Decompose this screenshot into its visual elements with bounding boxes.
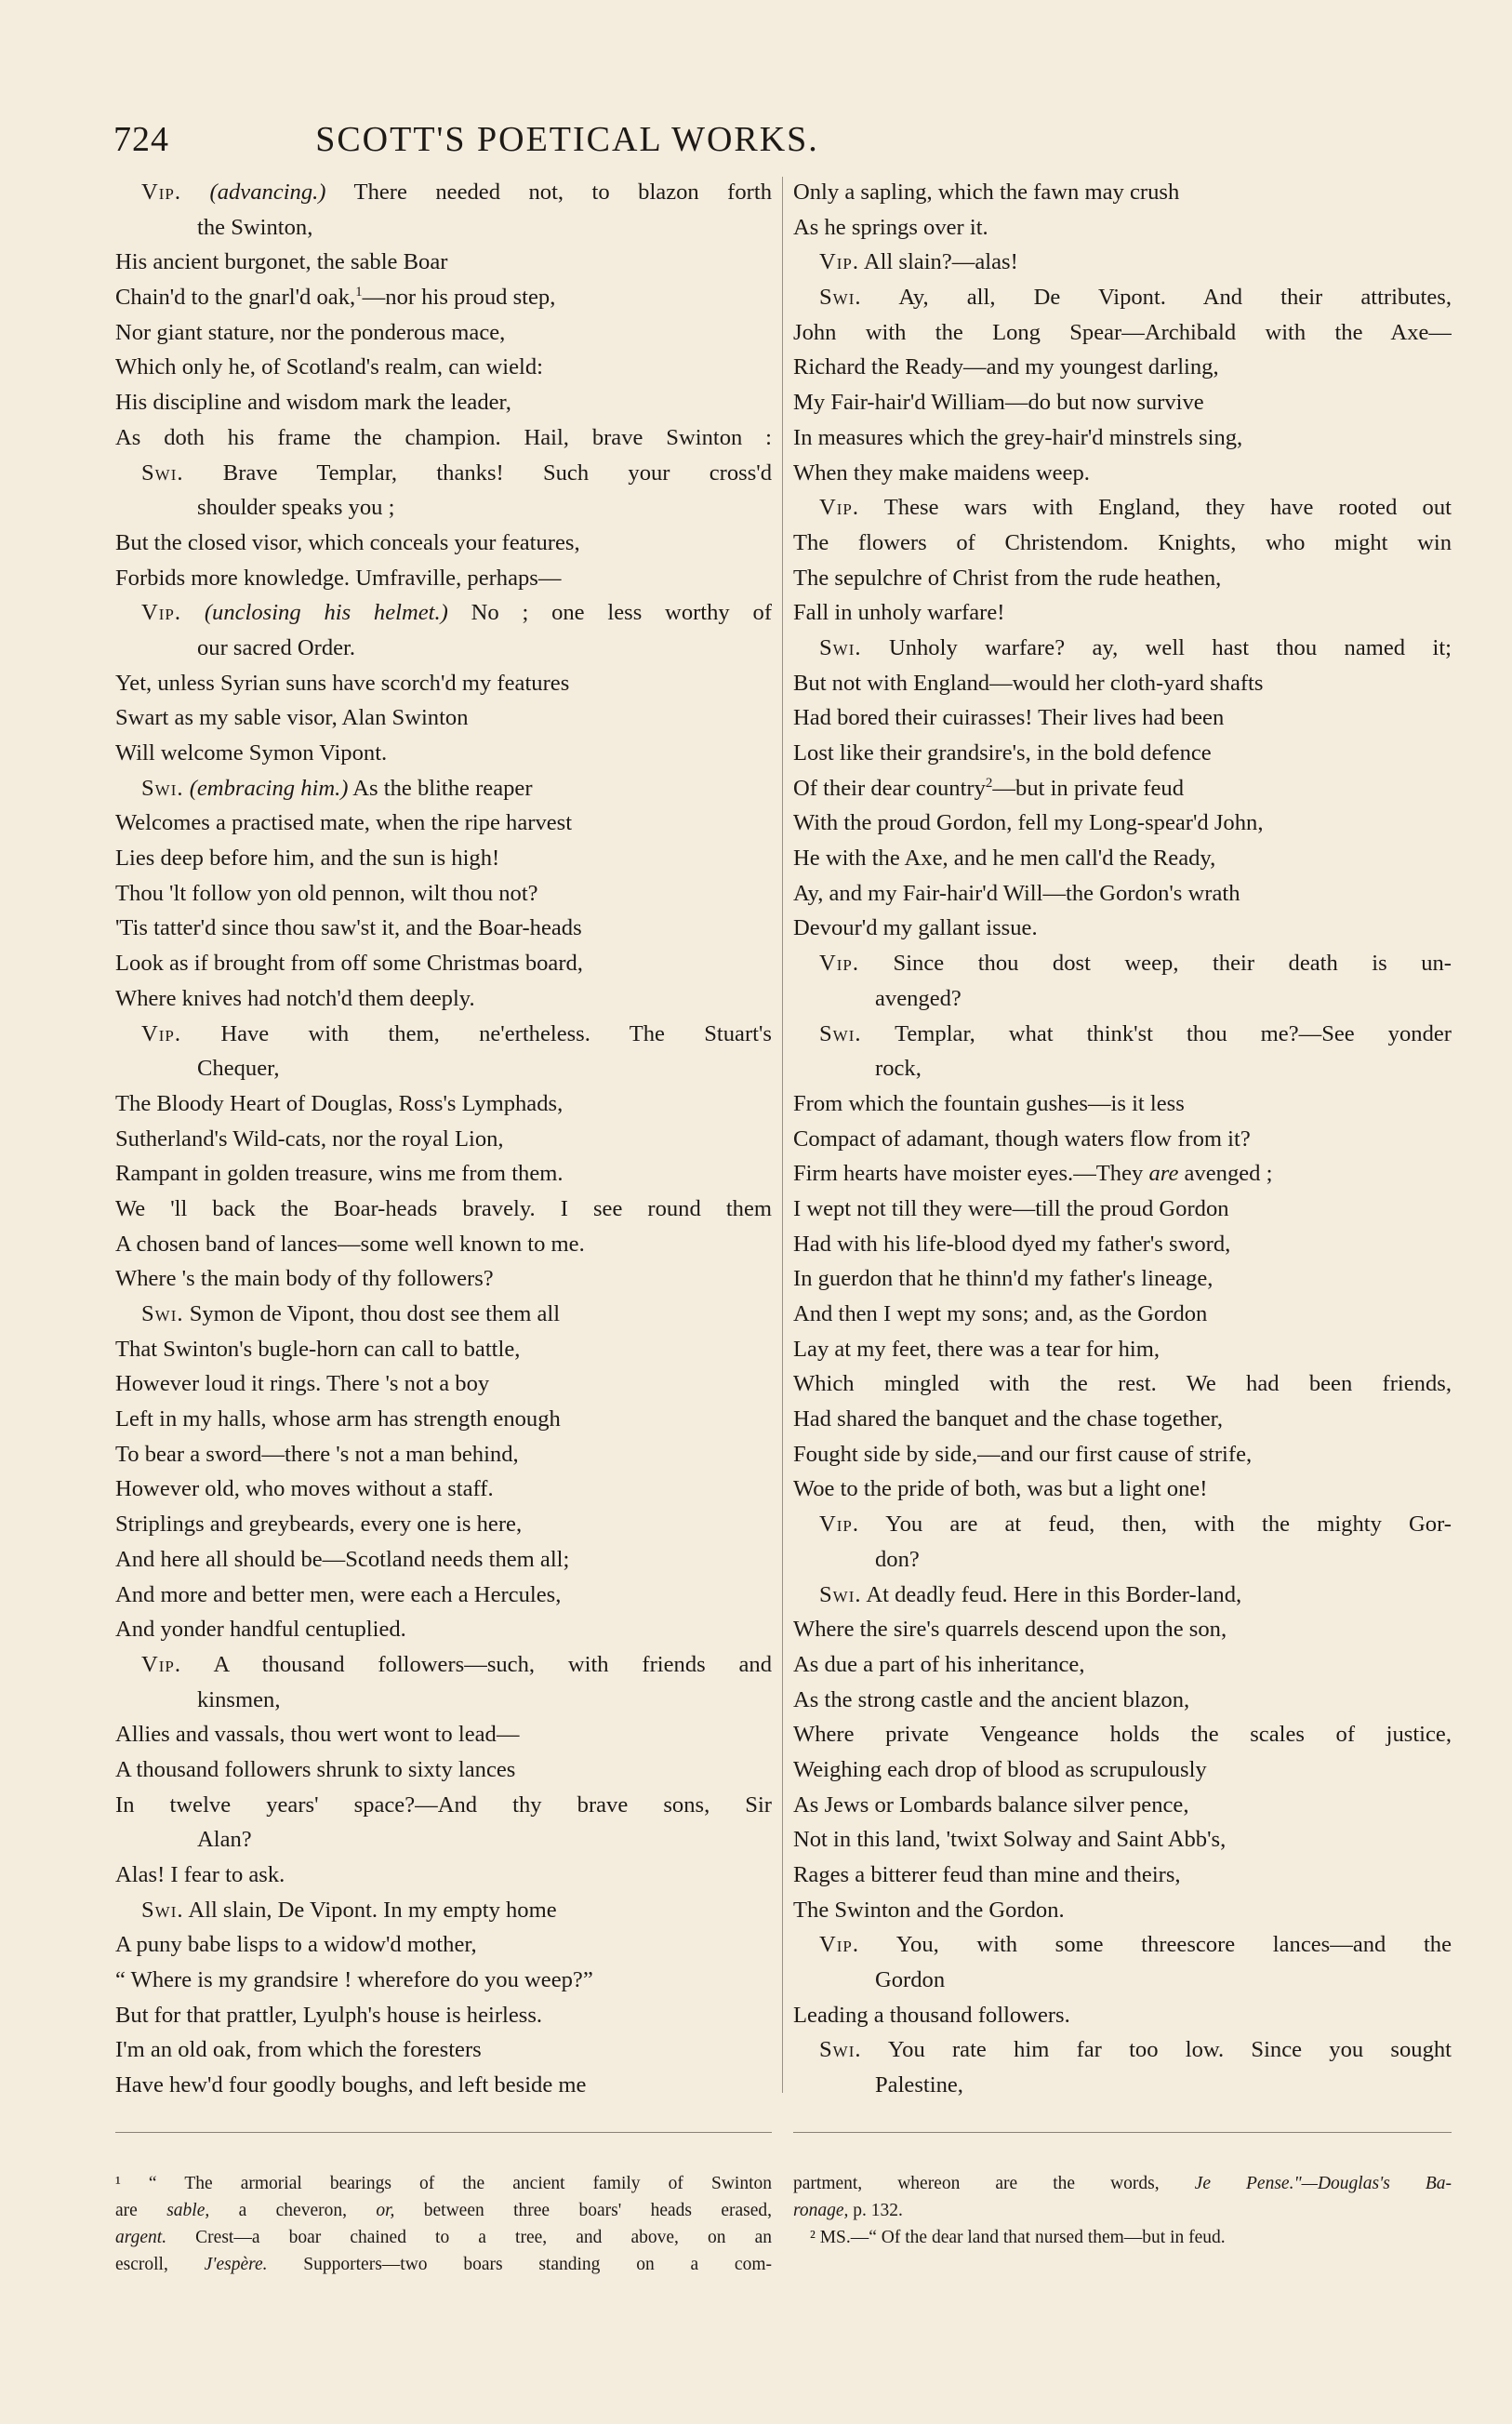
verse-line	[793, 1963, 1452, 1998]
verse-line	[115, 561, 772, 596]
footnote-line	[115, 2251, 772, 2278]
column-divider	[782, 177, 783, 2093]
footnote-text: Crest—a boar chained to a tree, and above, on an	[195, 2228, 772, 2247]
verse-line	[115, 2032, 772, 2068]
line-text: Only a sapling, which the fawn may crush	[793, 180, 1180, 205]
line-text: All slain, De Vipont. In my empty home	[188, 1897, 557, 1923]
line-text: His discipline and wisdom mark the leader,	[115, 390, 511, 416]
line-text: “ Where is my grandsire ! wherefore do you weep?”	[115, 1967, 593, 1993]
italic-text: are	[1148, 1161, 1179, 1187]
verse-line	[115, 420, 772, 456]
speaker-name: Vip.	[819, 1932, 860, 1958]
verse-line	[793, 736, 1452, 771]
line-text: In twelve years' space?—And thy brave sons, Sir	[115, 1791, 772, 1818]
verse-line	[793, 1297, 1452, 1332]
line-text: As doth his frame the champion. Hail, brave Swinton :	[115, 424, 772, 450]
line-text: The flowers of Christendom. Knights, who might win	[793, 529, 1452, 555]
line-text: A thousand followers shrunk to sixty lances	[115, 1756, 516, 1782]
line-text: Weighing each drop of blood as scrupulously	[793, 1756, 1207, 1782]
speaker-name: Vip.	[819, 951, 860, 977]
verse-line	[115, 490, 772, 526]
verse-line	[793, 175, 1452, 210]
line-text: But the closed visor, which conceals your features,	[115, 529, 580, 555]
speaker-name: Swi.	[819, 2037, 862, 2063]
line-text: A puny babe lisps to a widow'd mother,	[115, 1932, 477, 1958]
verse-line	[793, 1472, 1452, 1507]
line-text: Alas! I fear to ask.	[115, 1862, 285, 1887]
verse-line	[115, 1542, 772, 1578]
page-header	[113, 119, 1021, 166]
speaker-name: Swi.	[141, 1897, 184, 1923]
line-text: Nor giant stature, nor the ponderous mace,	[115, 319, 506, 345]
line-text: In guerdon that he thinn'd my father's lineage,	[793, 1266, 1214, 1292]
line-text: I'm an old oak, from which the foresters	[115, 2037, 482, 2063]
verse-line	[115, 700, 772, 736]
line-text: Compact of adamant, though waters flow from it?	[793, 1125, 1251, 1152]
verse-line	[115, 1227, 772, 1262]
line-text: As he springs over it.	[793, 214, 988, 240]
speech-line	[793, 490, 1452, 526]
line-text: the Swinton,	[197, 214, 313, 240]
footnote-text: ² MS.—“ Of the dear land that nursed them—but in feud.	[810, 2228, 1226, 2247]
line-text: He with the Axe, and he men call'd the Ready,	[793, 846, 1216, 872]
speech-line	[115, 456, 772, 491]
verse-line	[115, 1366, 772, 1402]
line-text: Lost like their grandsire's, in the bold defence	[793, 740, 1212, 766]
line-text: Alan?	[197, 1827, 252, 1853]
verse-line	[793, 1402, 1452, 1437]
line-text: Which mingled with the rest. We had been friends,	[793, 1371, 1452, 1397]
verse-line	[793, 1822, 1452, 1858]
speech-line	[115, 1297, 772, 1332]
verse-line	[115, 1717, 772, 1752]
line-text: His ancient burgonet, the sable Boar	[115, 249, 448, 275]
verse-line	[115, 385, 772, 420]
footnote-marker: 2	[985, 775, 993, 791]
line-text: My Fair-hair'd William—do but now survive	[793, 390, 1204, 416]
line-text: However old, who moves without a staff.	[115, 1476, 494, 1502]
verse-line	[793, 771, 1452, 806]
line-text: Had shared the banquet and the chase together,	[793, 1406, 1224, 1432]
line-text: To bear a sword—there 's not a man behind,	[115, 1441, 519, 1467]
footnote-line	[793, 2170, 1452, 2197]
verse-line	[793, 1858, 1452, 1893]
line-text: Lies deep before him, and the sun is high!	[115, 846, 500, 872]
line-text: As due a part of his inheritance,	[793, 1651, 1085, 1677]
line-text: That Swinton's bugle-horn can call to battle,	[115, 1336, 521, 1362]
verse-line	[793, 456, 1452, 491]
line-text: Will welcome Symon Vipont.	[115, 740, 388, 766]
verse-line	[793, 1717, 1452, 1752]
speech-line	[793, 946, 1452, 981]
verse-line	[115, 1963, 772, 1998]
footnote-rule-right	[793, 2132, 1452, 2133]
verse-line	[115, 1858, 772, 1893]
verse-line	[793, 210, 1452, 246]
footnote-marker: 1	[355, 284, 363, 300]
verse-line	[793, 526, 1452, 561]
line-text: Have hew'd four goodly boughs, and left beside me	[115, 2072, 587, 2098]
line-text: Lay at my feet, there was a tear for him,	[793, 1336, 1161, 1362]
verse-line	[793, 1542, 1452, 1578]
verse-line	[793, 981, 1452, 1017]
line-text: Where private Vengeance holds the scales of justice,	[793, 1722, 1452, 1748]
line-text: Left in my halls, whose arm has strength enough	[115, 1406, 561, 1432]
speech-line	[793, 1507, 1452, 1542]
speaker-name: Swi.	[819, 1581, 862, 1607]
line-text: In measures which the grey-hair'd minstrels sing,	[793, 424, 1243, 450]
line-text: As the blithe reaper	[352, 775, 533, 801]
verse-line	[793, 1366, 1452, 1402]
verse-line	[793, 2068, 1452, 2103]
right-column	[793, 175, 1452, 2103]
line-text: don?	[875, 1546, 920, 1572]
line-text: avenged ;	[1184, 1161, 1273, 1187]
line-text: Yet, unless Syrian suns have scorch'd my features	[115, 670, 570, 696]
line-text: Since thou dost weep, their death is un-	[893, 951, 1452, 977]
line-text: Chequer,	[197, 1056, 280, 1082]
verse-line	[115, 315, 772, 351]
footnote-text: between three boars' heads erased,	[423, 2201, 772, 2220]
line-text: Ay, all, De Vipont. And their attributes,	[898, 285, 1452, 311]
speaker-name: Swi.	[141, 775, 184, 801]
footnote-text: a cheveron,	[238, 2201, 347, 2220]
line-text: Leading a thousand followers.	[793, 2002, 1070, 2028]
verse-line	[115, 1507, 772, 1542]
verse-line	[793, 420, 1452, 456]
speech-line	[115, 175, 772, 210]
verse-line	[115, 350, 772, 385]
footnote-line	[793, 2224, 1452, 2251]
line-text: Striplings and greybeards, every one is here,	[115, 1512, 523, 1538]
footnote-text: Supporters—two boars standing on a com-	[303, 2255, 772, 2274]
footnote-text: ¹ “ The armorial bearings of the ancient family of Swinton	[115, 2174, 772, 2193]
line-text: Thou 'lt follow yon old pennon, wilt thou not?	[115, 880, 538, 906]
line-text: I wept not till they were—till the proud Gordon	[793, 1195, 1229, 1221]
line-text: With the proud Gordon, fell my Long-spear'd John,	[793, 810, 1264, 836]
line-text: Fall in unholy warfare!	[793, 600, 1005, 626]
verse-line	[793, 700, 1452, 736]
line-text: The sepulchre of Christ from the rude heathen,	[793, 565, 1222, 591]
line-text: Unholy warfare? ay, well hast thou named it;	[888, 634, 1452, 660]
line-text: Swart as my sable visor, Alan Swinton	[115, 705, 469, 731]
line-text: The Bloody Heart of Douglas, Ross's Lymphads,	[115, 1090, 564, 1116]
line-text: As Jews or Lombards balance silver pence,	[793, 1791, 1189, 1818]
verse-line	[115, 631, 772, 666]
footnote-rule-left	[115, 2132, 772, 2133]
line-text: Not in this land, 'twixt Solway and Saint Abb's,	[793, 1827, 1227, 1853]
footnote-text: partment, whereon are the words,	[793, 2174, 1160, 2193]
speaker-name: Vip.	[141, 1020, 182, 1046]
verse-line	[115, 1927, 772, 1963]
footnote-line	[115, 2170, 772, 2197]
line-text: No ; one less worthy of	[471, 600, 772, 626]
verse-line	[115, 1683, 772, 1718]
footnote-text: escroll,	[115, 2255, 168, 2274]
speech-line	[115, 1893, 772, 1928]
line-text: From which the fountain gushes—is it less	[793, 1090, 1185, 1116]
line-text: You, with some threescore lances—and the	[895, 1932, 1452, 1958]
line-text: Look as if brought from off some Christmas board,	[115, 951, 583, 977]
line-text: But for that prattler, Lyulph's house is heirless.	[115, 2002, 543, 2028]
verse-line	[793, 876, 1452, 912]
line-text: And here all should be—Scotland needs them all;	[115, 1546, 570, 1572]
speaker-name: Swi.	[141, 1301, 184, 1326]
footnote-italic: ronage,	[793, 2201, 849, 2220]
speech-line	[793, 1578, 1452, 1613]
line-text: Ay, and my Fair-hair'd Will—the Gordon's wrath	[793, 880, 1240, 906]
line-text: John with the Long Spear—Archibald with the Axe—	[793, 319, 1452, 345]
speaker-name: Swi.	[819, 1020, 862, 1046]
verse-line	[793, 561, 1452, 596]
verse-line	[793, 1086, 1452, 1122]
stage-direction: (embracing him.)	[189, 775, 349, 801]
verse-line	[115, 736, 772, 771]
line-text: Had bored their cuirasses! Their lives had been	[793, 705, 1225, 731]
line-text: avenged?	[875, 985, 962, 1011]
verse-line	[115, 911, 772, 946]
verse-line	[115, 526, 772, 561]
line-text: You rate him far too low. Since you sought	[887, 2037, 1452, 2063]
line-text: However loud it rings. There 's not a boy	[115, 1371, 490, 1397]
footnote-italic: or,	[376, 2201, 395, 2220]
verse-line	[115, 1122, 772, 1157]
line-text: But not with England—would her cloth-yard shafts	[793, 670, 1264, 696]
line-text: Woe to the pride of both, was but a light one!	[793, 1476, 1208, 1502]
verse-line	[115, 1472, 772, 1507]
line-text: Symon de Vipont, thou dost see them all	[189, 1301, 561, 1326]
speech-line	[793, 245, 1452, 280]
line-text: Where the sire's quarrels descend upon the son,	[793, 1617, 1227, 1643]
line-text: You are at feud, then, with the mighty Gor-	[885, 1512, 1452, 1538]
line-text: A chosen band of lances—some well known to me.	[115, 1231, 585, 1257]
verse-line	[115, 210, 772, 246]
line-text: And more and better men, were each a Hercules,	[115, 1581, 562, 1607]
speaker-name: Vip.	[141, 1651, 182, 1677]
line-text: our sacred Order.	[197, 634, 356, 660]
line-text: Firm hearts have moister eyes.—They	[793, 1161, 1144, 1187]
line-text: Have with them, ne'ertheless. The Stuart's	[220, 1020, 772, 1046]
verse-line	[793, 385, 1452, 420]
speaker-name: Swi.	[819, 285, 862, 311]
speech-line	[793, 631, 1452, 666]
verse-line	[115, 1402, 772, 1437]
line-text: Gordon	[875, 1967, 946, 1993]
verse-line	[115, 1612, 772, 1647]
line-text: Chain'd to the gnarl'd oak,	[115, 285, 356, 311]
line-text: Where 's the main body of thy followers?	[115, 1266, 494, 1292]
speech-line	[793, 280, 1452, 315]
verse-line	[115, 806, 772, 841]
verse-line	[115, 1437, 772, 1472]
verse-line	[793, 1122, 1452, 1157]
line-text: —nor his proud step,	[362, 285, 556, 311]
verse-line	[115, 1752, 772, 1788]
line-text: Forbids more knowledge. Umfraville, perhaps—	[115, 565, 562, 591]
line-text: Sutherland's Wild-cats, nor the royal Lion,	[115, 1125, 504, 1152]
speech-line	[115, 771, 772, 806]
verse-line	[793, 1788, 1452, 1823]
line-text: We 'll back the Boar-heads bravely. I see round them	[115, 1195, 772, 1221]
verse-line	[793, 595, 1452, 631]
line-text: As the strong castle and the ancient blazon,	[793, 1686, 1190, 1712]
footnote-line	[115, 2197, 772, 2224]
speech-line	[115, 1647, 772, 1683]
verse-line	[115, 1998, 772, 2033]
verse-line	[793, 1051, 1452, 1086]
line-text: rock,	[875, 1056, 922, 1082]
verse-line	[115, 1261, 772, 1297]
line-text: Palestine,	[875, 2072, 963, 2098]
line-text: A thousand followers—such, with friends and	[213, 1651, 772, 1677]
line-text: Fought side by side,—and our first cause of strife,	[793, 1441, 1253, 1467]
speech-line	[793, 1927, 1452, 1963]
speaker-name: Vip.	[141, 180, 182, 205]
verse-line	[115, 1156, 772, 1192]
verse-line	[793, 1261, 1452, 1297]
verse-line	[793, 315, 1452, 351]
verse-line	[793, 666, 1452, 701]
line-text: Devour'd my gallant issue.	[793, 915, 1038, 941]
verse-line	[115, 1086, 772, 1122]
verse-line	[115, 1788, 772, 1823]
speaker-name: Vip.	[819, 495, 860, 521]
footnotes-right	[793, 2170, 1452, 2251]
footnote-italic: sable,	[166, 2201, 210, 2220]
footnote-italic: argent.	[115, 2228, 167, 2247]
speaker-name: Vip.	[819, 1512, 860, 1538]
verse-line	[793, 1156, 1452, 1192]
speaker-name: Swi.	[819, 634, 862, 660]
line-text: Had with his life-blood dyed my father's sword,	[793, 1231, 1231, 1257]
verse-line	[793, 1893, 1452, 1928]
verse-line	[115, 1051, 772, 1086]
verse-line	[115, 666, 772, 701]
line-text: Allies and vassals, thou wert wont to lead—	[115, 1722, 520, 1748]
verse-line	[793, 1647, 1452, 1683]
line-text: Templar, what think'st thou me?—See yonder	[895, 1020, 1452, 1046]
verse-line	[115, 1332, 772, 1367]
left-column	[115, 175, 772, 2103]
speech-line	[115, 1017, 772, 1052]
page-number: 724	[113, 120, 169, 159]
line-text: When they make maidens weep.	[793, 459, 1090, 486]
verse-line	[115, 280, 772, 315]
verse-line	[115, 981, 772, 1017]
line-text: Of their dear country	[793, 775, 986, 801]
verse-line	[793, 1683, 1452, 1718]
footnotes-left	[115, 2170, 772, 2278]
line-text: At deadly feud. Here in this Border-land,	[866, 1581, 1242, 1607]
line-text: The Swinton and the Gordon.	[793, 1897, 1065, 1923]
verse-line	[115, 1578, 772, 1613]
verse-line	[793, 1998, 1452, 2033]
speech-line	[115, 595, 772, 631]
line-text: Which only he, of Scotland's realm, can wield:	[115, 354, 543, 380]
speech-line	[793, 1017, 1452, 1052]
verse-line	[115, 1192, 772, 1227]
footnote-text: p. 132.	[853, 2201, 903, 2220]
verse-line	[115, 2068, 772, 2103]
verse-line	[793, 1612, 1452, 1647]
stage-direction: (advancing.)	[209, 180, 326, 205]
line-text: Richard the Ready—and my youngest darling,	[793, 354, 1219, 380]
verse-line	[793, 350, 1452, 385]
line-text: —but in private feud	[992, 775, 1184, 801]
verse-line	[793, 911, 1452, 946]
speaker-name: Vip.	[819, 249, 860, 275]
line-text: These wars with England, they have rooted out	[883, 495, 1452, 521]
footnote-italic: J'espère.	[204, 2255, 268, 2274]
verse-line	[115, 1822, 772, 1858]
line-text: shoulder speaks you ;	[197, 495, 395, 521]
speech-line	[793, 2032, 1452, 2068]
footnote-line	[793, 2197, 1452, 2224]
verse-line	[115, 876, 772, 912]
verse-line	[793, 1192, 1452, 1227]
line-text: Rages a bitterer feud than mine and theirs,	[793, 1862, 1181, 1887]
line-text: And then I wept my sons; and, as the Gordon	[793, 1301, 1208, 1326]
footnote-line	[115, 2224, 772, 2251]
speaker-name: Vip.	[141, 600, 182, 626]
verse-line	[115, 841, 772, 876]
line-text: 'Tis tatter'd since thou saw'st it, and the Boar-heads	[115, 915, 582, 941]
speaker-name: Swi.	[141, 459, 184, 486]
verse-line	[793, 1437, 1452, 1472]
running-title: SCOTT'S POETICAL WORKS.	[315, 120, 819, 159]
line-text: Where knives had notch'd them deeply.	[115, 985, 475, 1011]
verse-line	[115, 946, 772, 981]
verse-line	[793, 1752, 1452, 1788]
line-text: Rampant in golden treasure, wins me from them.	[115, 1161, 564, 1187]
verse-line	[793, 1332, 1452, 1367]
verse-line	[793, 1227, 1452, 1262]
line-text: Welcomes a practised mate, when the ripe harvest	[115, 810, 573, 836]
footnote-italic: Je Pense."—Douglas's Ba-	[1194, 2174, 1452, 2193]
line-text: And yonder handful centuplied.	[115, 1617, 406, 1643]
verse-line	[115, 245, 772, 280]
line-text: All slain?—alas!	[863, 249, 1018, 275]
footnote-text: are	[115, 2201, 138, 2220]
line-text: There needed not, to blazon forth	[353, 180, 772, 205]
line-text: Brave Templar, thanks! Such your cross'd	[222, 459, 772, 486]
verse-line	[793, 806, 1452, 841]
line-text: kinsmen,	[197, 1686, 281, 1712]
stage-direction: (unclosing his helmet.)	[204, 600, 448, 626]
verse-line	[793, 841, 1452, 876]
